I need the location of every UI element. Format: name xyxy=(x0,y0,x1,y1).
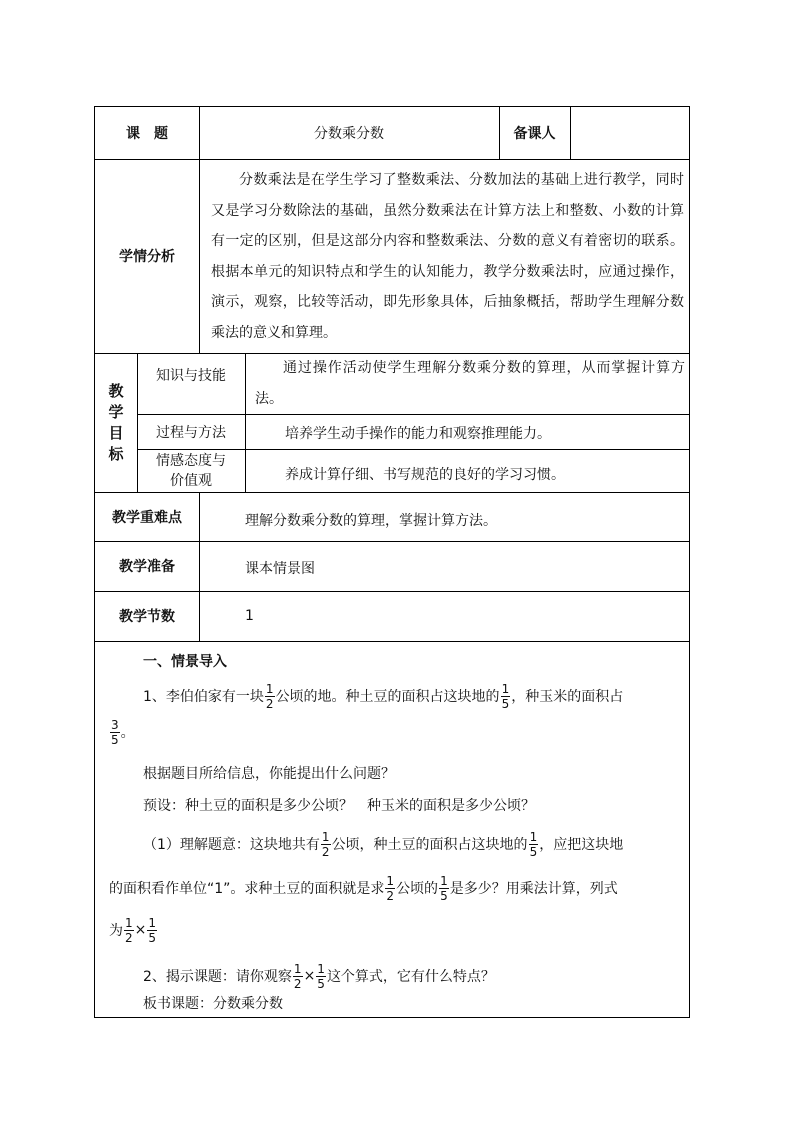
problem-line-continued xyxy=(109,717,135,746)
fraction-fifth xyxy=(501,682,511,711)
fraction-numerator: 1 xyxy=(148,916,157,930)
fraction-fifth xyxy=(439,874,449,903)
reveal-text: 这个算式，它有什么特点？ xyxy=(326,968,495,985)
problem-line xyxy=(143,681,623,710)
fraction-half xyxy=(293,962,303,991)
periods-label: 教学节数 xyxy=(119,609,175,625)
goal-process-name: 过程与方法 xyxy=(156,424,226,441)
fraction-numerator: 1 xyxy=(265,682,274,696)
fraction-numerator: 1 xyxy=(440,874,448,888)
fraction-denominator: 2 xyxy=(125,931,133,945)
fraction-fifth xyxy=(147,916,157,945)
expression-text: 为 xyxy=(109,922,123,939)
understanding-text: ，应把这块地 xyxy=(539,836,624,853)
fraction-denominator: 5 xyxy=(148,931,157,945)
board-topic: 板书课题：分数乘分数 xyxy=(143,996,283,1012)
fraction-denominator: 2 xyxy=(293,977,302,991)
lesson-plan-table xyxy=(94,106,690,1018)
goal-knowledge-name: 知识与技能 xyxy=(156,368,226,384)
fraction-denominator: 5 xyxy=(440,889,448,903)
times-sign: × xyxy=(134,921,147,938)
section-title: 一、情景导入 xyxy=(143,654,227,670)
key-points-label: 教学重难点 xyxy=(112,509,182,526)
col-divider xyxy=(199,492,200,641)
col-divider xyxy=(199,159,200,353)
fraction-numerator: 1 xyxy=(293,962,302,976)
fraction-numerator: 1 xyxy=(321,830,330,844)
fraction-half xyxy=(124,916,134,945)
question-prompt: 根据题目所给信息，你能提出什么问题？ xyxy=(143,766,395,782)
goals-label xyxy=(95,353,137,492)
understanding-text: 公顷，种土豆的面积占这块地的 xyxy=(331,836,528,853)
understanding-text: 是多少？用乘法计算，列式 xyxy=(449,880,618,897)
goals-label-char: 学 xyxy=(108,402,124,421)
expression-line xyxy=(109,915,158,944)
goals-label-char: 标 xyxy=(108,444,124,463)
fraction-denominator: 2 xyxy=(321,845,330,859)
understanding-text: （1）理解题意：这块地共有 xyxy=(143,836,320,853)
fraction-denominator: 2 xyxy=(265,697,274,711)
problem-text: 。 xyxy=(120,724,135,741)
goal-emotion-name-line: 价值观 xyxy=(170,472,212,489)
expected-answer: 预设：种土豆的面积是多少公顷？ 种玉米的面积是多少公顷？ xyxy=(143,798,535,814)
preparer-value xyxy=(570,107,691,159)
problem-text: 公顷的地。种土豆的面积占这块地的 xyxy=(275,688,500,705)
fraction-denominator: 5 xyxy=(529,845,538,859)
fraction-half xyxy=(385,874,395,903)
row-divider xyxy=(95,641,689,642)
goal-emotion-name xyxy=(137,449,245,492)
periods-value: 1 xyxy=(245,608,254,624)
fraction-denominator: 5 xyxy=(317,977,325,991)
goal-emotion-name-line: 情感态度与 xyxy=(156,452,226,469)
problem-text: ，种玉米的面积占 xyxy=(511,688,624,705)
goal-process-text: 培养学生动手操作的能力和观察推理能力。 xyxy=(285,426,551,442)
fraction-fifth xyxy=(529,830,539,859)
fraction-numerator: 1 xyxy=(501,682,510,696)
fraction-three-fifths xyxy=(110,718,120,747)
preparation-label: 教学准备 xyxy=(119,559,175,575)
fraction-half xyxy=(265,682,275,711)
fraction-denominator: 5 xyxy=(111,733,119,747)
reveal-topic-line xyxy=(143,961,495,990)
reveal-text: 2、揭示课题：请你观察 xyxy=(143,968,292,985)
analysis-label: 学情分析 xyxy=(119,249,175,265)
fraction-numerator: 1 xyxy=(125,916,133,930)
understanding-text: 的面积看作单位“1”。求种土豆的面积就是求 xyxy=(109,880,385,897)
understanding-line xyxy=(109,873,618,902)
topic-value: 分数乘分数 xyxy=(314,126,384,142)
topic-label: 课 题 xyxy=(126,126,168,142)
understanding-line xyxy=(143,829,623,858)
problem-text: 1、李伯伯家有一块 xyxy=(143,688,264,705)
preparation-value: 课本情景图 xyxy=(245,561,315,577)
fraction-denominator: 5 xyxy=(501,697,510,711)
preparer-label: 备课人 xyxy=(513,126,556,142)
fraction-numerator: 1 xyxy=(529,830,538,844)
goals-label-char: 教 xyxy=(108,381,124,400)
col-divider xyxy=(245,353,246,492)
fraction-fifth xyxy=(316,962,326,991)
fraction-numerator: 1 xyxy=(386,874,395,888)
fraction-numerator: 3 xyxy=(111,718,119,732)
fraction-numerator: 1 xyxy=(317,962,325,976)
understanding-text: 公顷的 xyxy=(396,880,439,897)
key-points-value: 理解分数乘分数的算理，掌握计算方法。 xyxy=(245,513,497,529)
times-sign: × xyxy=(303,967,316,984)
goal-emotion-text: 养成计算仔细、书写规范的良好的学习习惯。 xyxy=(285,467,565,483)
goal-knowledge-text: 通过操作活动使学生理解分数乘分数的算理，从而掌握计算方法。 xyxy=(255,360,685,407)
fraction-denominator: 2 xyxy=(386,889,395,903)
analysis-text: 分数乘法是在学生学习了整数乘法、分数加法的基础上进行教学，同时又是学习分数除法的基础，虽然分数乘法在计算方法上和整数、小数的计算有一定的区别，但是这部分内容和整数乘法、分数的意义有着密切的联系。根据本单元的知识特点和学生的认知能力，教学分数乘法时，应通过操作，演示，观察，比较等活动，即先形象具体，后抽象概括，帮助学生理解分数乘法的意义和算理。 xyxy=(211,172,684,341)
fraction-half xyxy=(321,830,331,859)
goals-label-char: 目 xyxy=(108,423,124,442)
